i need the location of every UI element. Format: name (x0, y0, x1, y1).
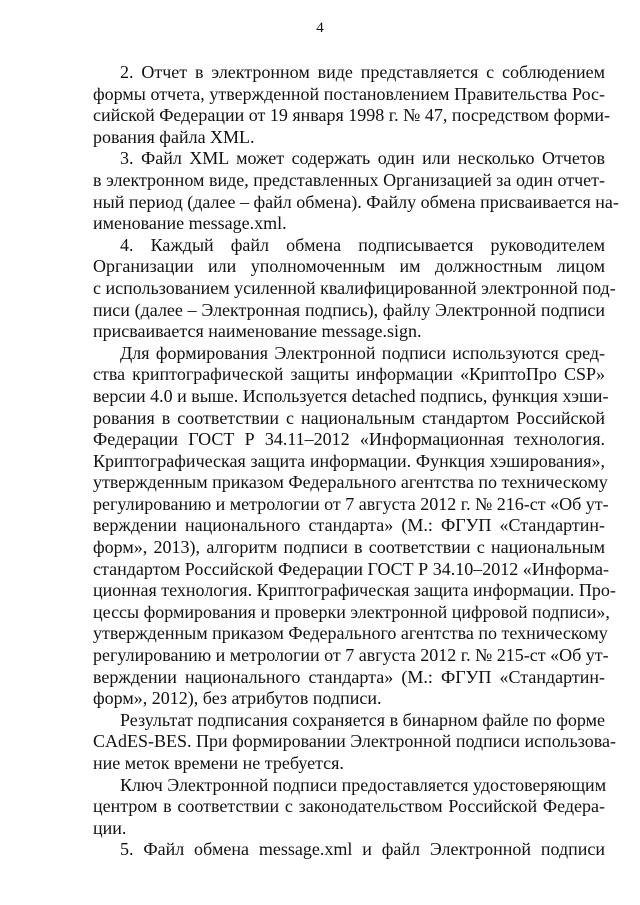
text-line: 4. Каждый файл обмена подписывается руководителем (120, 234, 605, 255)
text-line: формы отчета, утвержденной постановлением Правительства Рос- (93, 83, 605, 104)
text-line: ства криптографической защиты информации «КриптоПро CSP» (93, 364, 605, 385)
text-line: утвержденным приказом Федерального агентства по техническому (93, 623, 608, 644)
text-line: форм», 2012), без атрибутов подписи. (93, 688, 382, 709)
text-line: с использованием усиленной квалифицированной электронной под- (93, 277, 616, 298)
paragraph-p2 (93, 62, 610, 148)
text-line: Ключ Электронной подписи предоставляется удостоверяющим (120, 774, 607, 795)
text-line: верждении национального стандарта» (М.: ФГУП «Стандартин- (93, 515, 605, 536)
page-number: 4 (316, 20, 324, 36)
paragraph-p8 (93, 839, 605, 861)
text-line: 2. Отчет в электронном виде представляется с соблюдением (120, 62, 605, 82)
text-line: утвержденным приказом Федерального агентства по техническому (93, 472, 608, 493)
paragraph-p7 (93, 775, 605, 840)
text-line: рования в соответствии с национальным стандартом Российской (93, 407, 605, 428)
text-line: в электронном виде, представленных Организацией за один отчет- (93, 169, 605, 190)
text-line: рования файла XML. (93, 126, 255, 147)
text-line: ние меток времени не требуется. (93, 753, 344, 773)
document-body (93, 62, 619, 861)
text-line: Результат подписания сохраняется в бинарном файле по форме (120, 709, 605, 730)
text-line: верждении национального стандарта» (М.: ФГУП «Стандартин- (93, 666, 605, 687)
text-line: Криптографическая защита информации. Функция хэширования», (93, 450, 605, 471)
text-line: ционная технология. Криптографическая защита информации. Про- (93, 580, 616, 601)
text-line: регулированию и метрологии от 7 августа 2012 г. № 216-ст «Об ут- (93, 493, 609, 514)
text-line: именование message.xml. (93, 213, 287, 234)
text-line: стандартом Российской Федерации ГОСТ Р 34.10–2012 «Информа- (93, 558, 609, 579)
paragraph-p3 (93, 148, 619, 234)
text-line: сийской Федерации от 19 января 1998 г. № 47, посредством форми- (93, 105, 610, 126)
text-line: цессы формирования и проверки электронной цифровой подписи», (93, 601, 610, 622)
text-line: регулированию и метрологии от 7 августа 2012 г. № 215-ст «Об ут- (93, 645, 609, 666)
text-line: Организации или уполномоченным им должностным лицом (93, 256, 605, 277)
text-line: форм», 2013), алгоритм подписи в соответствии с национальным (93, 537, 605, 558)
text-line: версии 4.0 и выше. Используется detached подпись, функция хэши- (93, 385, 609, 406)
paragraph-p6 (93, 709, 616, 775)
text-line: присваивается наименование message.sign. (93, 321, 422, 342)
text-line: 3. Файл XML может содержать один или несколько Отчетов (120, 148, 605, 169)
paragraph-p4 (93, 234, 616, 343)
text-line: Для формирования Электронной подписи используются сред- (120, 342, 605, 363)
text-line: 5. Файл обмена message.xml и файл Электронной подписи (120, 839, 605, 860)
text-line: CAdES-BES. При формировании Электронной подписи использова- (93, 731, 616, 752)
text-line: ный период (далее – файл обмена). Файлу обмена присваивается на- (93, 191, 619, 212)
text-line: писи (далее – Электронная подпись), файлу Электронной подписи (93, 299, 605, 320)
paragraph-p5 (93, 342, 616, 710)
text-line: центром в соответствии с законодательством Российской Федера- (93, 796, 605, 817)
text-line: ции. (93, 817, 127, 838)
text-line: Федерации ГОСТ Р 34.11–2012 «Информационная технология. (93, 429, 605, 450)
